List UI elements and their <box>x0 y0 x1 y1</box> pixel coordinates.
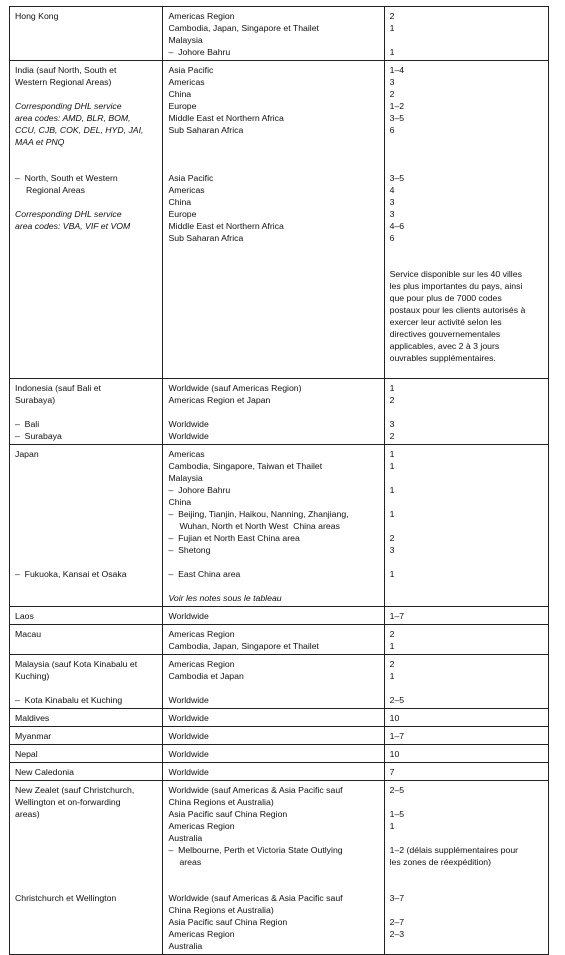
cell-text-line <box>15 232 157 244</box>
cell-text-line <box>168 556 378 568</box>
transit-days-cell <box>385 655 548 708</box>
cell-text-line <box>15 328 157 340</box>
cell-text-line <box>168 328 378 340</box>
cell-text-line: area codes: VBA, VIF et VOM <box>15 221 131 231</box>
table-row <box>9 655 549 709</box>
cell-text-line: ouvrables supplémentaires. <box>389 353 496 363</box>
cell-text-line <box>15 46 157 58</box>
cell-text-line: Macau <box>15 629 42 639</box>
cell-text-line: Japan <box>15 449 39 459</box>
transit-days-cell <box>385 7 548 60</box>
transit-days-cell <box>385 625 548 654</box>
cell-text-line: Americas Region <box>168 11 235 21</box>
cell-text-line: 1 <box>389 23 395 33</box>
cell-text-line: – North, South et Western <box>15 173 118 183</box>
cell-text-line <box>15 508 157 520</box>
cell-text-line <box>15 940 157 952</box>
table-row <box>9 607 549 625</box>
destination-cell <box>163 745 384 762</box>
country-cell <box>10 445 163 606</box>
cell-text-line <box>15 160 157 172</box>
cell-text-line: 3 <box>389 545 395 555</box>
cell-text-line: 1 <box>389 449 395 459</box>
cell-text-line <box>168 580 378 592</box>
cell-text-line <box>15 520 157 532</box>
cell-text-line: 1–7 <box>389 611 405 621</box>
cell-text-line: China <box>168 89 192 99</box>
cell-text-line: Worldwide <box>168 749 209 759</box>
cell-text-line <box>15 316 157 328</box>
cell-text-line <box>168 292 378 304</box>
cell-text-line <box>15 244 157 256</box>
cell-text-line: area codes: AMD, BLR, BOM, <box>15 113 131 123</box>
cell-text-line: Wuhan, North et North West China areas <box>179 521 340 531</box>
cell-text-line: Worldwide (sauf Americas & Asia Pacific sauf <box>168 893 343 903</box>
cell-text-line: Worldwide <box>168 767 209 777</box>
cell-text-line <box>15 352 157 364</box>
cell-text-line <box>390 940 543 952</box>
cell-text-line <box>168 880 378 892</box>
cell-text-line <box>390 832 543 844</box>
cell-text-line <box>390 406 543 418</box>
cell-text-line: 1 <box>389 383 395 393</box>
country-cell <box>10 745 163 762</box>
transit-days-cell <box>385 445 548 606</box>
cell-text-line <box>390 34 543 46</box>
cell-text-line: Australia <box>168 833 203 843</box>
country-cell <box>10 763 163 780</box>
cell-text-line: Maldives <box>15 713 50 723</box>
cell-text-line <box>390 148 543 160</box>
cell-text-line: Surabaya) <box>15 395 56 405</box>
cell-text-line <box>15 904 157 916</box>
cell-text-line <box>168 316 378 328</box>
cell-text-line: 4–6 <box>389 221 405 231</box>
table-row <box>9 745 549 763</box>
cell-text-line: 1 <box>389 461 395 471</box>
destination-cell <box>163 7 384 60</box>
cell-text-line: 1 <box>389 821 395 831</box>
cell-text-line: – Surabaya <box>15 431 62 441</box>
cell-text-line <box>15 280 157 292</box>
cell-text-line: Americas Region <box>168 929 235 939</box>
cell-text-line: Sub Saharan Africa <box>168 233 244 243</box>
cell-text-line <box>390 160 543 172</box>
cell-text-line: 6 <box>389 233 395 243</box>
transit-days-cell <box>385 781 548 954</box>
cell-text-line <box>15 844 157 856</box>
cell-text-line: Australia <box>168 941 203 951</box>
cell-text-line: 2–7 <box>389 917 405 927</box>
cell-text-line: areas <box>179 857 202 867</box>
table-row <box>9 781 549 955</box>
cell-text-line: Americas <box>168 77 205 87</box>
destination-cell <box>163 781 384 954</box>
transit-days-cell <box>385 61 548 378</box>
cell-text-line <box>168 280 378 292</box>
cell-text-line <box>15 472 157 484</box>
cell-text-line <box>15 556 157 568</box>
cell-text-line: 10 <box>389 713 400 723</box>
cell-text-line: – East China area <box>168 569 241 579</box>
cell-text-line: 3–5 <box>389 173 405 183</box>
cell-text-line: Middle East et Northern Africa <box>168 221 284 231</box>
cell-text-line <box>390 592 543 604</box>
cell-text-line: 1–2 <box>389 101 405 111</box>
cell-text-line <box>15 868 157 880</box>
cell-text-line <box>168 682 378 694</box>
cell-text-line <box>168 256 378 268</box>
transit-days-cell <box>385 763 548 780</box>
cell-text-line <box>15 256 157 268</box>
cell-text-line: Service disponible sur les 40 villes <box>389 269 522 279</box>
cell-text-line <box>15 856 157 868</box>
cell-text-line <box>390 244 543 256</box>
cell-text-line: applicables, avec 2 à 3 jours <box>389 341 500 351</box>
cell-text-line <box>168 304 378 316</box>
cell-text-line: Asia Pacific <box>168 65 214 75</box>
cell-text-line: 10 <box>389 749 400 759</box>
cell-text-line: New Zealet (sauf Christchurch, <box>15 785 135 795</box>
country-cell <box>10 625 163 654</box>
destination-cell <box>163 763 384 780</box>
table-row <box>9 727 549 745</box>
table-row <box>9 763 549 781</box>
cell-text-line: 1 <box>389 47 395 57</box>
cell-text-line: Middle East et Northern Africa <box>168 113 284 123</box>
cell-text-line: Indonesia (sauf Bali et <box>15 383 101 393</box>
cell-text-line: China <box>168 497 192 507</box>
cell-text-line: Myanmar <box>15 731 52 741</box>
cell-text-line <box>390 904 543 916</box>
cell-text-line: les plus importantes du pays, ainsi <box>389 281 523 291</box>
cell-text-line <box>168 868 378 880</box>
cell-text-line: Corresponding DHL service <box>15 101 122 111</box>
cell-text-line <box>15 832 157 844</box>
cell-text-line: Americas Region <box>168 659 235 669</box>
cell-text-line <box>15 460 157 472</box>
cell-text-line: – Melbourne, Perth et Victoria State Outlying <box>168 845 343 855</box>
destination-cell <box>163 727 384 744</box>
cell-text-line <box>15 640 157 652</box>
country-cell <box>10 709 163 726</box>
transit-days-cell <box>385 727 548 744</box>
cell-text-line <box>15 34 157 46</box>
cell-text-line: 1 <box>389 485 395 495</box>
cell-text-line: – Bali <box>15 419 40 429</box>
cell-text-line: 7 <box>389 767 395 777</box>
country-cell <box>10 655 163 708</box>
cell-text-line: Wellington et on-forwarding <box>15 797 121 807</box>
cell-text-line <box>15 484 157 496</box>
cell-text-line: Kuching) <box>15 671 50 681</box>
cell-text-line <box>15 406 157 418</box>
cell-text-line: Worldwide (sauf Americas & Asia Pacific sauf <box>168 785 343 795</box>
cell-text-line: China <box>168 197 192 207</box>
cell-text-line: Cambodia, Japan, Singapore et Thailet <box>168 641 319 651</box>
cell-text-line <box>390 136 543 148</box>
cell-text-line <box>15 304 157 316</box>
transit-days-cell <box>385 607 548 624</box>
cell-text-line <box>15 268 157 280</box>
cell-text-line: – Beijing, Tianjin, Haikou, Nanning, Zhanjiang, <box>168 509 349 519</box>
cell-text-line <box>15 880 157 892</box>
cell-text-line: 2 <box>389 659 395 669</box>
country-cell <box>10 7 163 60</box>
delivery-times-table <box>9 6 549 955</box>
cell-text-line <box>390 682 543 694</box>
cell-text-line: Worldwide (sauf Americas Region) <box>168 383 302 393</box>
cell-text-line: 2 <box>389 89 395 99</box>
cell-text-line: exercer leur activité selon les <box>389 317 502 327</box>
cell-text-line <box>168 268 378 280</box>
cell-text-line <box>15 148 157 160</box>
cell-text-line: Cambodia et Japan <box>168 671 244 681</box>
cell-text-line <box>168 364 378 376</box>
transit-days-cell <box>385 379 548 444</box>
cell-text-line: 2–5 <box>389 695 405 705</box>
country-cell <box>10 61 163 378</box>
country-cell <box>10 727 163 744</box>
cell-text-line: 3 <box>389 197 395 207</box>
cell-text-line: 1 <box>389 509 395 519</box>
cell-text-line: Worldwide <box>168 731 209 741</box>
cell-text-line: Americas Region et Japan <box>168 395 271 405</box>
table-row <box>9 709 549 727</box>
cell-text-line <box>15 340 157 352</box>
cell-text-line <box>390 556 543 568</box>
cell-text-line: Europe <box>168 209 197 219</box>
cell-text-line: 2 <box>389 629 395 639</box>
cell-text-line: Cambodia, Singapore, Taiwan et Thailet <box>168 461 323 471</box>
cell-text-line <box>15 88 157 100</box>
cell-text-line: 3–5 <box>389 113 405 123</box>
cell-text-line <box>15 580 157 592</box>
cell-text-line <box>15 532 157 544</box>
cell-text-line: Sub Saharan Africa <box>168 125 244 135</box>
cell-text-line: Asia Pacific sauf China Region <box>168 809 288 819</box>
cell-text-line: 1 <box>389 641 395 651</box>
cell-text-line: – Kota Kinabalu et Kuching <box>15 695 123 705</box>
cell-text-line: Nepal <box>15 749 38 759</box>
cell-text-line: 3–7 <box>389 893 405 903</box>
destination-cell <box>163 445 384 606</box>
cell-text-line <box>168 352 378 364</box>
destination-cell <box>163 607 384 624</box>
cell-text-line: 2 <box>389 533 395 543</box>
cell-text-line <box>168 136 378 148</box>
cell-text-line: 1–7 <box>389 731 405 741</box>
cell-text-line: 4 <box>389 185 395 195</box>
cell-text-line: Worldwide <box>168 695 209 705</box>
country-cell <box>10 781 163 954</box>
transit-days-cell <box>385 709 548 726</box>
table-row <box>9 379 549 445</box>
cell-text-line <box>168 244 378 256</box>
cell-text-line <box>15 22 157 34</box>
cell-text-line: 1–4 <box>389 65 405 75</box>
country-cell <box>10 379 163 444</box>
cell-text-line: Malaysia <box>168 473 203 483</box>
cell-text-line: Worldwide <box>168 431 209 441</box>
cell-text-line: 1 <box>389 671 395 681</box>
cell-text-line <box>15 292 157 304</box>
cell-text-line: New Caledonia <box>15 767 74 777</box>
table-row <box>9 61 549 379</box>
cell-text-line <box>390 796 543 808</box>
cell-text-line: Europe <box>168 101 197 111</box>
cell-text-line: 3 <box>389 209 395 219</box>
cell-text-line <box>390 496 543 508</box>
cell-text-line: – Johore Bahru <box>168 47 231 57</box>
cell-text-line: postaux pour les clients autorisés à <box>389 305 526 315</box>
cell-text-line <box>15 196 157 208</box>
cell-text-line: – Fujian et North East China area <box>168 533 300 543</box>
cell-text-line <box>15 682 157 694</box>
cell-text-line: Western Regional Areas) <box>15 77 112 87</box>
destination-cell <box>163 61 384 378</box>
cell-text-line: 1 <box>389 569 395 579</box>
cell-text-line: 1–2 (délais supplémentaires pour <box>389 845 519 855</box>
cell-text-line: 2 <box>389 431 395 441</box>
cell-text-line: China Regions et Australia) <box>168 797 274 807</box>
cell-text-line: 2 <box>389 395 395 405</box>
cell-text-line: India (sauf North, South et <box>15 65 117 75</box>
destination-cell <box>163 655 384 708</box>
cell-text-line: Malaysia (sauf Kota Kinabalu et <box>15 659 138 669</box>
table-row <box>9 625 549 655</box>
table-row <box>9 445 549 607</box>
cell-text-line: Americas Region <box>168 821 235 831</box>
cell-text-line: 2–3 <box>389 929 405 939</box>
cell-text-line <box>168 148 378 160</box>
cell-text-line <box>168 406 378 418</box>
cell-text-line: – Johore Bahru <box>168 485 231 495</box>
cell-text-line <box>15 544 157 556</box>
cell-text-line: Christchurch et Wellington <box>15 893 117 903</box>
cell-text-line: 3 <box>389 77 395 87</box>
cell-text-line: les zones de réexpédition) <box>389 857 492 867</box>
cell-text-line: 6 <box>389 125 395 135</box>
country-cell <box>10 607 163 624</box>
cell-text-line <box>168 160 378 172</box>
cell-text-line <box>168 340 378 352</box>
cell-text-line: Worldwide <box>168 419 209 429</box>
transit-days-cell <box>385 745 548 762</box>
cell-text-line <box>390 472 543 484</box>
cell-text-line <box>390 880 543 892</box>
cell-text-line: 3 <box>389 419 395 429</box>
cell-text-line: 2–5 <box>389 785 405 795</box>
cell-text-line: MAA et PNQ <box>15 137 65 147</box>
cell-text-line: 2 <box>389 11 395 21</box>
cell-text-line: 1–5 <box>389 809 405 819</box>
cell-text-line: – Fukuoka, Kansai et Osaka <box>15 569 127 579</box>
cell-text-line: CCU, CJB, COK, DEL, HYD, JAI, <box>15 125 144 135</box>
cell-text-line <box>15 496 157 508</box>
destination-cell <box>163 379 384 444</box>
cell-text-line: Americas <box>168 449 205 459</box>
cell-text-line: China Regions et Australia) <box>168 905 274 915</box>
cell-text-line: Asia Pacific sauf China Region <box>168 917 288 927</box>
cell-text-line: Malaysia <box>168 35 203 45</box>
cell-text-line: Laos <box>15 611 34 621</box>
cell-text-line: Cambodia, Japan, Singapore et Thailet <box>168 23 319 33</box>
cell-text-line <box>390 520 543 532</box>
cell-text-line: areas) <box>15 809 40 819</box>
cell-text-line: Worldwide <box>168 611 209 621</box>
cell-text-line <box>15 928 157 940</box>
cell-text-line: Worldwide <box>168 713 209 723</box>
cell-text-line <box>15 820 157 832</box>
cell-text-line <box>15 916 157 928</box>
cell-text-line: – Shetong <box>168 545 211 555</box>
cell-text-line: Americas <box>168 185 205 195</box>
destination-cell <box>163 625 384 654</box>
cell-text-line <box>390 364 543 376</box>
cell-text-line: directives gouvernementales <box>389 329 501 339</box>
cell-text-line <box>15 592 157 604</box>
cell-text-line: que pour plus de 7000 codes <box>389 293 502 303</box>
cell-text-line: Asia Pacific <box>168 173 214 183</box>
cell-text-line: Hong Kong <box>15 11 59 21</box>
cell-text-line <box>390 256 543 268</box>
table-row <box>9 6 549 61</box>
cell-text-line: Corresponding DHL service <box>15 209 122 219</box>
cell-text-line: Voir les notes sous le tableau <box>168 593 282 603</box>
cell-text-line <box>15 364 157 376</box>
cell-text-line: Americas Region <box>168 629 235 639</box>
cell-text-line <box>390 580 543 592</box>
cell-text-line <box>390 868 543 880</box>
destination-cell <box>163 709 384 726</box>
cell-text-line: Regional Areas <box>26 185 85 195</box>
